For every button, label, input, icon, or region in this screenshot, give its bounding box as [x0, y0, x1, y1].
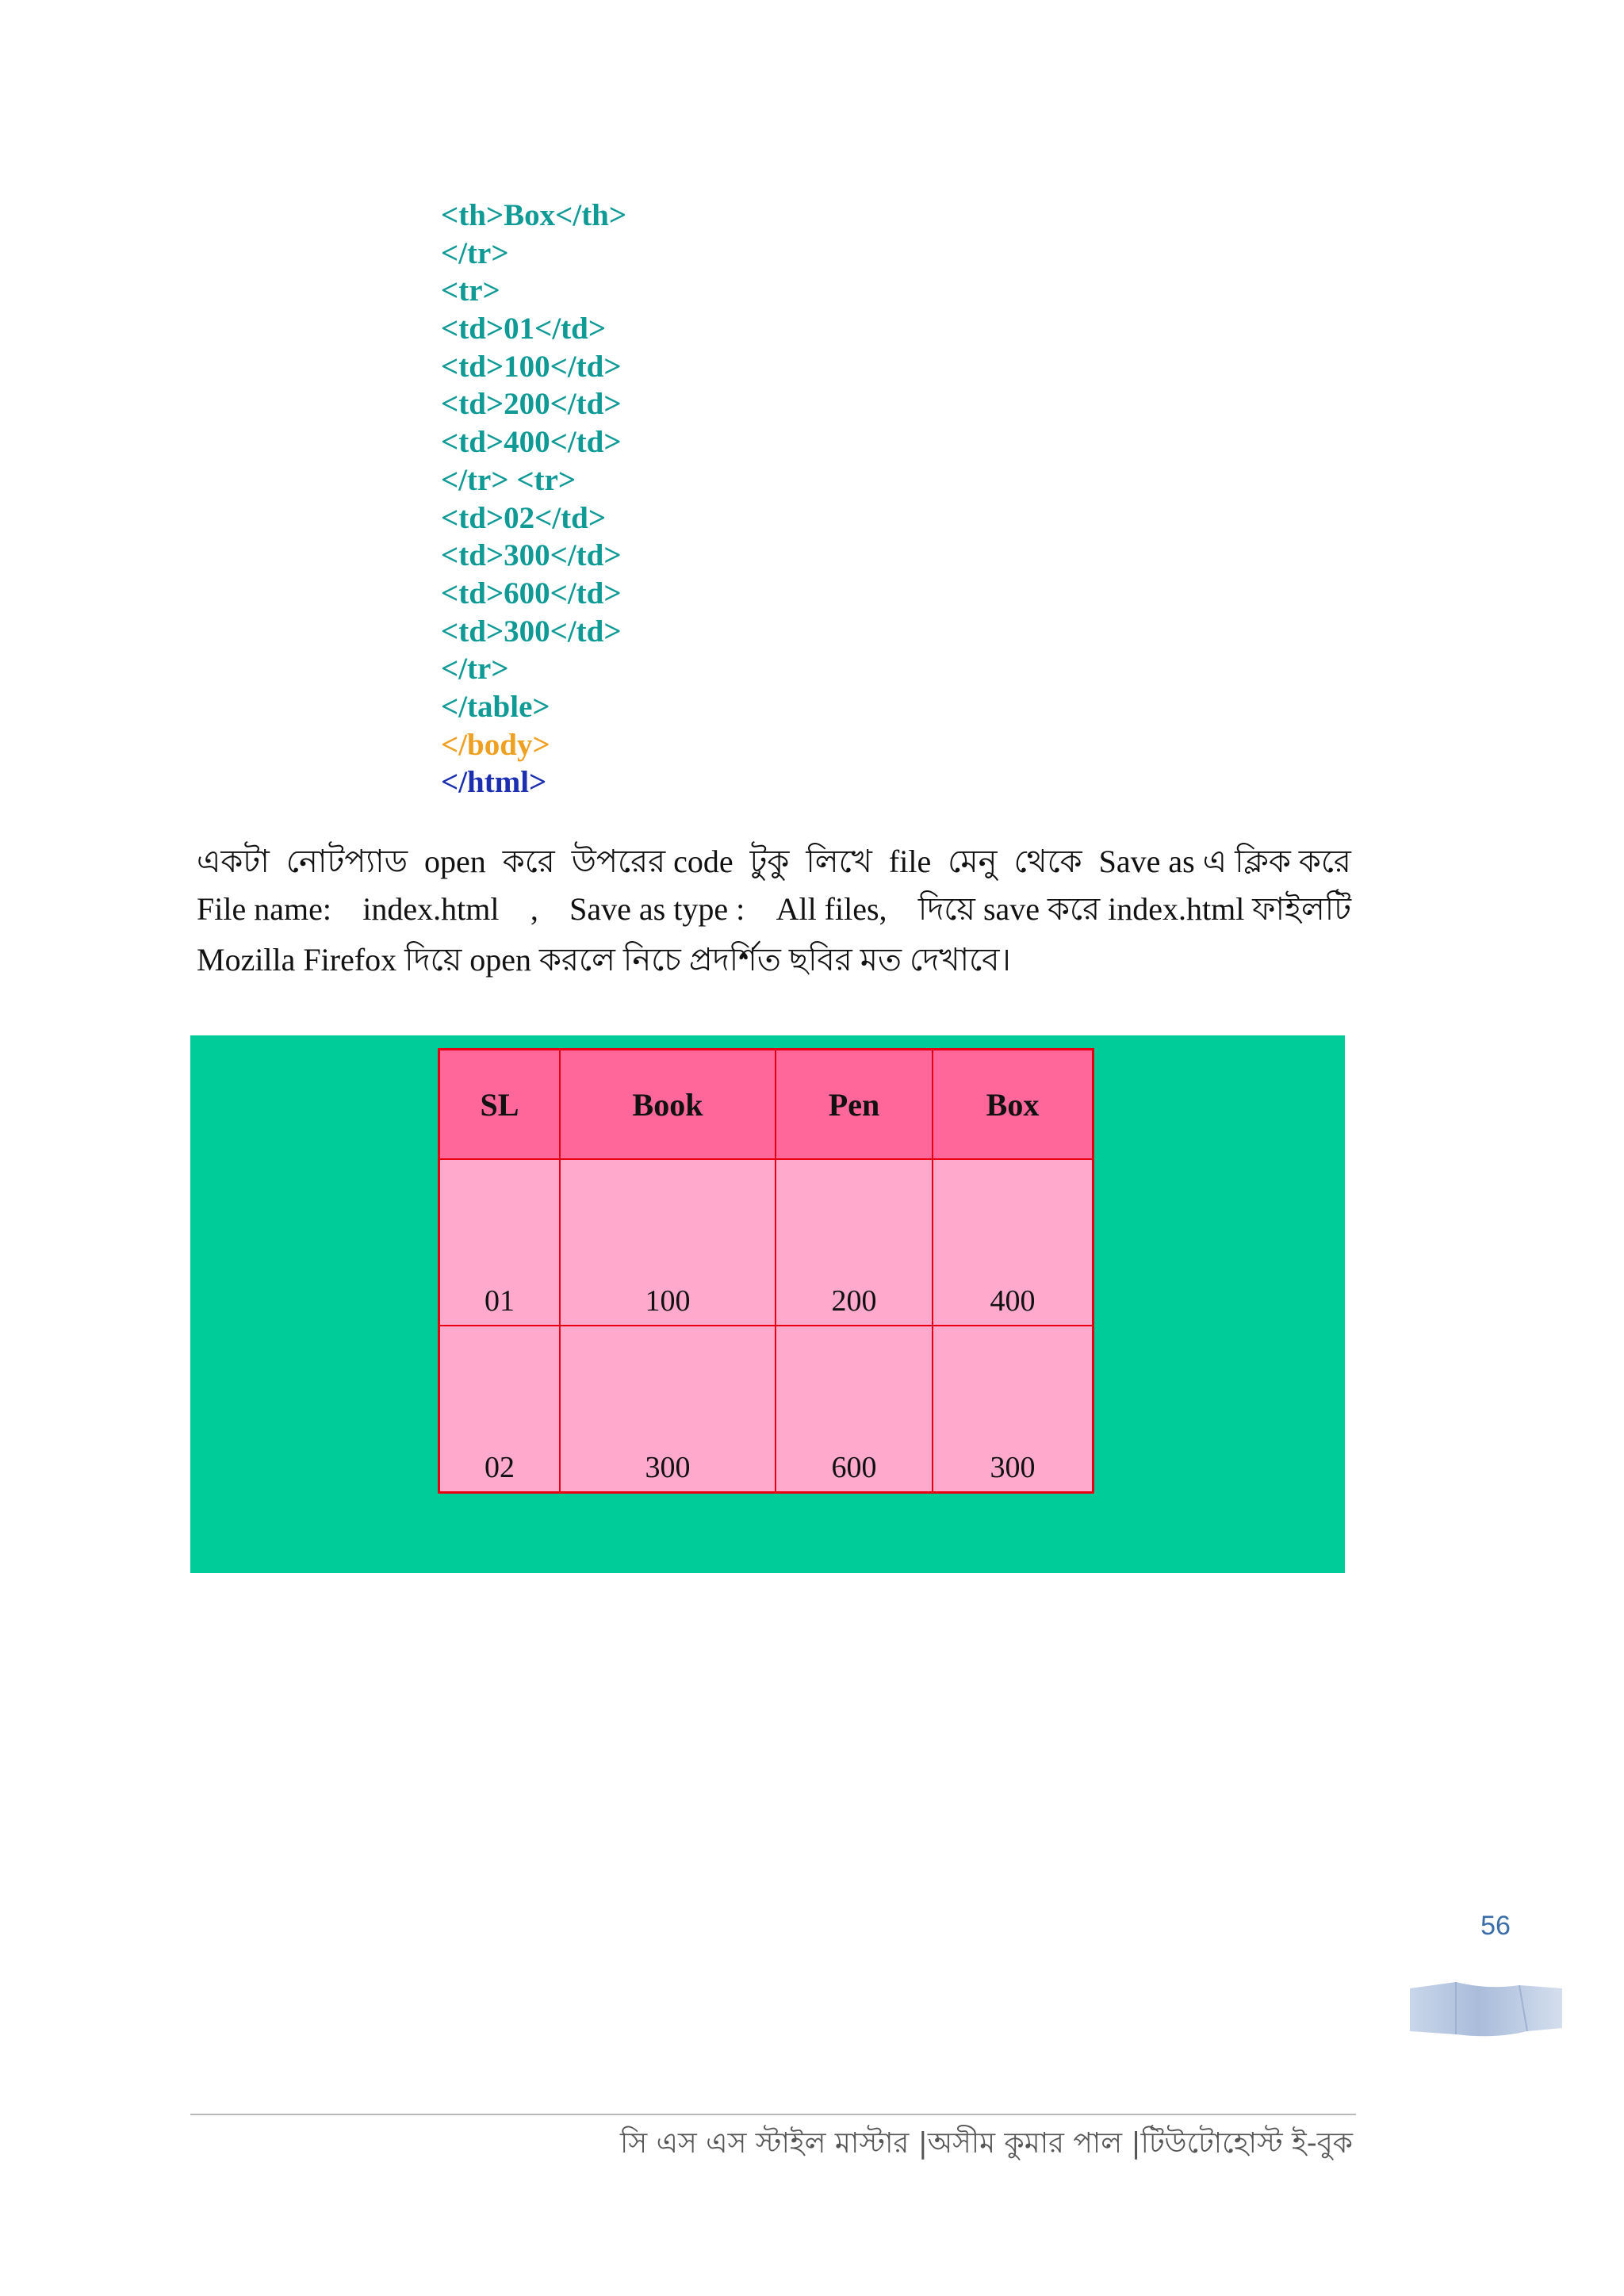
word: থেকে: [1013, 844, 1082, 879]
table-cell: 400: [933, 1159, 1094, 1326]
table-cell: 600: [776, 1326, 933, 1493]
header-pen: Pen: [776, 1050, 933, 1160]
word: একটা: [197, 844, 270, 879]
table-header-row: [439, 1050, 1094, 1160]
header-book: Book: [560, 1050, 776, 1160]
word: index.html: [362, 891, 500, 927]
paragraph-line-3: [197, 935, 1351, 982]
footer-text: সি এস এস স্টাইল মাস্টার |অসীম কুমার পাল |টিউটোহোস্ট ই-বুক: [620, 2127, 1353, 2160]
code-line: <td>300</td>: [441, 538, 622, 573]
footer-divider: [190, 2114, 1356, 2115]
code-line: <td>01</td>: [441, 312, 607, 346]
browser-preview: [190, 1035, 1345, 1573]
word: All files,: [776, 891, 887, 927]
code-line: <th>Box</th>: [441, 198, 627, 232]
code-line: </tr>: [441, 652, 509, 687]
word: File name:: [197, 891, 331, 927]
word: ,: [530, 891, 538, 927]
code-line: <td>300</td>: [441, 614, 622, 649]
word: করে: [502, 844, 555, 879]
header-sl: SL: [439, 1050, 561, 1160]
paragraph-line-1: [197, 836, 1351, 884]
word: মেনু: [948, 844, 998, 879]
table-cell: 300: [933, 1326, 1094, 1493]
word: Save as এ ক্লিক করে: [1098, 844, 1351, 879]
code-line: </tr> <tr>: [441, 462, 576, 497]
table-cell: 200: [776, 1159, 933, 1326]
code-line: <td>600</td>: [441, 576, 622, 610]
table-cell: 02: [439, 1326, 561, 1493]
table-row: [439, 1159, 1094, 1326]
table-cell: 300: [560, 1326, 776, 1493]
word: Save as type :: [569, 891, 745, 927]
header-box: Box: [933, 1050, 1094, 1160]
word: নোটপ্যাড: [285, 844, 408, 879]
code-line: </table>: [441, 689, 550, 724]
code-line: </tr>: [441, 235, 509, 270]
code-line: <td>400</td>: [441, 425, 622, 460]
word: file: [888, 844, 932, 879]
word: টুকু: [749, 844, 790, 879]
preview-table: [438, 1048, 1094, 1494]
table-row: [439, 1326, 1094, 1493]
word: open: [424, 844, 486, 879]
paragraph-line-3-text: Mozilla Firefox দিয়ে open করলে নিচে প্রদর্শিত ছবির মত দেখাবে।: [197, 942, 1011, 978]
code-line-html-close: </html>: [441, 765, 547, 800]
word: লিখে: [806, 844, 872, 879]
word: উপরের code: [571, 844, 733, 879]
page-number: 56: [1480, 1911, 1511, 1941]
table-cell: 01: [439, 1159, 561, 1326]
page-corner-ribbon-icon: [1408, 1979, 1564, 2042]
code-line: <td>200</td>: [441, 387, 622, 422]
code-line: <td>02</td>: [441, 500, 607, 535]
code-listing: [441, 197, 1075, 802]
word: দিয়ে save করে index.html ফাইলটি: [917, 891, 1351, 927]
table-cell: 100: [560, 1159, 776, 1326]
code-line: <tr>: [441, 274, 500, 308]
code-line-body-close: </body>: [441, 727, 550, 762]
instruction-paragraph: [197, 836, 1351, 982]
code-line: <td>100</td>: [441, 349, 622, 384]
paragraph-line-2: [197, 884, 1351, 932]
